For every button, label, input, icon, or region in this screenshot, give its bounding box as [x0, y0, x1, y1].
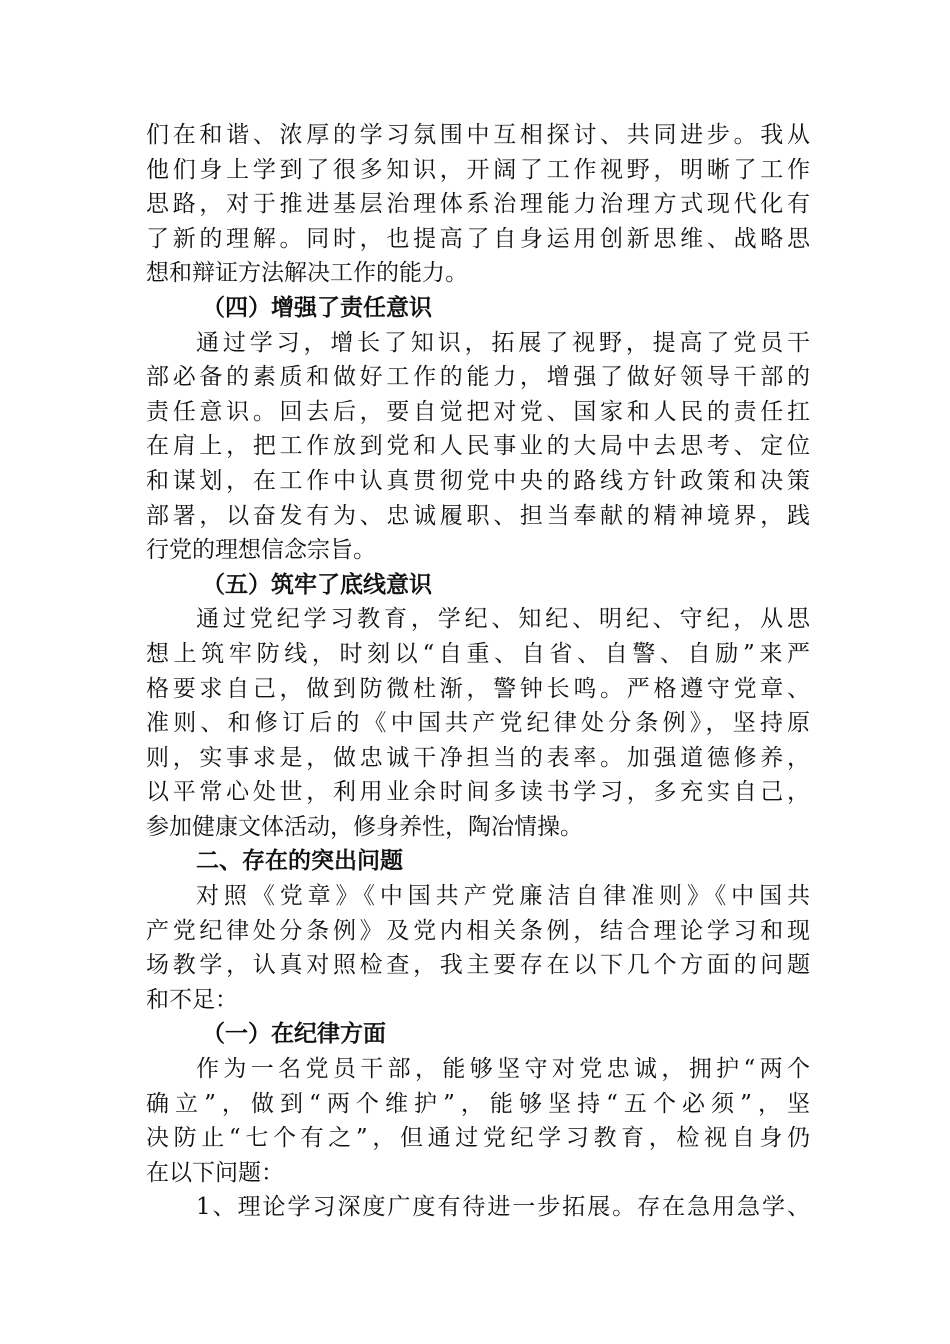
paragraph-line: 们在和谐、浓厚的学习氛围中互相探讨、共同进步。我从 — [146, 122, 810, 148]
paragraph-first-line: 通过党纪学习教育，学纪、知纪、明纪、守纪，从思 — [196, 606, 810, 633]
document-body — [146, 118, 810, 1225]
subsection-heading: （四）增强了责任意识 — [202, 293, 432, 321]
paragraph-line: 准则、和修订后的《中国共产党纪律处分条例》，坚持原 — [146, 710, 810, 737]
paragraph-first-line: 1、理论学习深度广度有待进一步拓展。存在急用急学、 — [196, 1194, 810, 1221]
paragraph-last-line: 想和辩证方法解决工作的能力。 — [146, 260, 468, 287]
subsection-heading: （五）筑牢了底线意识 — [202, 570, 432, 598]
paragraph-line: 责任意识。回去后，要自觉把对党、国家和人民的责任扛 — [146, 398, 810, 425]
paragraph-line: 了新的理解。同时，也提高了自身运用创新思维、战略思 — [146, 225, 810, 252]
section-heading: 二、存在的突出问题 — [196, 848, 403, 875]
subsection-heading: （一）在纪律方面 — [202, 1020, 386, 1048]
paragraph-line: 格要求自己，做到防微杜渐，警钟长鸣。严格遵守党章、 — [146, 675, 810, 702]
paragraph-line: 确立”，做到“两个维护”，能够坚持“五个必须”，坚 — [146, 1090, 810, 1117]
paragraph-last-line: 和不足： — [146, 986, 238, 1013]
paragraph-line: 思路，对于推进基层治理体系治理能力治理方式现代化有 — [146, 191, 810, 218]
paragraph-last-line: 参加健康文体活动，修身养性，陶冶情操。 — [146, 813, 583, 840]
paragraph-line: 部署，以奋发有为、忠诚履职、担当奉献的精神境界，践 — [146, 502, 810, 529]
paragraph-line: 则，实事求是，做忠诚干净担当的表率。加强道德修养， — [146, 744, 810, 771]
paragraph-last-line: 行党的理想信念宗旨。 — [146, 537, 376, 564]
paragraph-first-line: 对照《党章》《中国共产党廉洁自律准则》《中国共 — [196, 883, 810, 910]
paragraph-line: 场教学，认真对照检查，我主要存在以下几个方面的问题 — [146, 952, 810, 979]
paragraph-first-line: 通过学习，增长了知识，拓展了视野，提高了党员干 — [196, 329, 810, 356]
paragraph-last-line: 在以下问题： — [146, 1159, 284, 1186]
paragraph-line: 在肩上，把工作放到党和人民事业的大局中去思考、定位 — [146, 433, 810, 460]
paragraph-first-line: 作为一名党员干部，能够坚守对党忠诚，拥护“两个 — [196, 1056, 810, 1083]
paragraph-line: 决防止“七个有之”，但通过党纪学习教育，检视自身仍 — [146, 1125, 810, 1152]
paragraph-line: 部必备的素质和做好工作的能力，增强了做好领导干部的 — [146, 364, 810, 391]
paragraph-line: 和谋划，在工作中认真贯彻党中央的路线方针政策和决策 — [146, 467, 810, 494]
paragraph-line: 产党纪律处分条例》及党内相关条例，结合理论学习和现 — [146, 917, 810, 944]
paragraph-line: 以平常心处世，利用业余时间多读书学习，多充实自己， — [146, 779, 810, 806]
paragraph-line: 他们身上学到了很多知识，开阔了工作视野，明晰了工作 — [146, 156, 810, 183]
paragraph-line: 想上筑牢防线，时刻以“自重、自省、自警、自励”来严 — [146, 640, 810, 667]
